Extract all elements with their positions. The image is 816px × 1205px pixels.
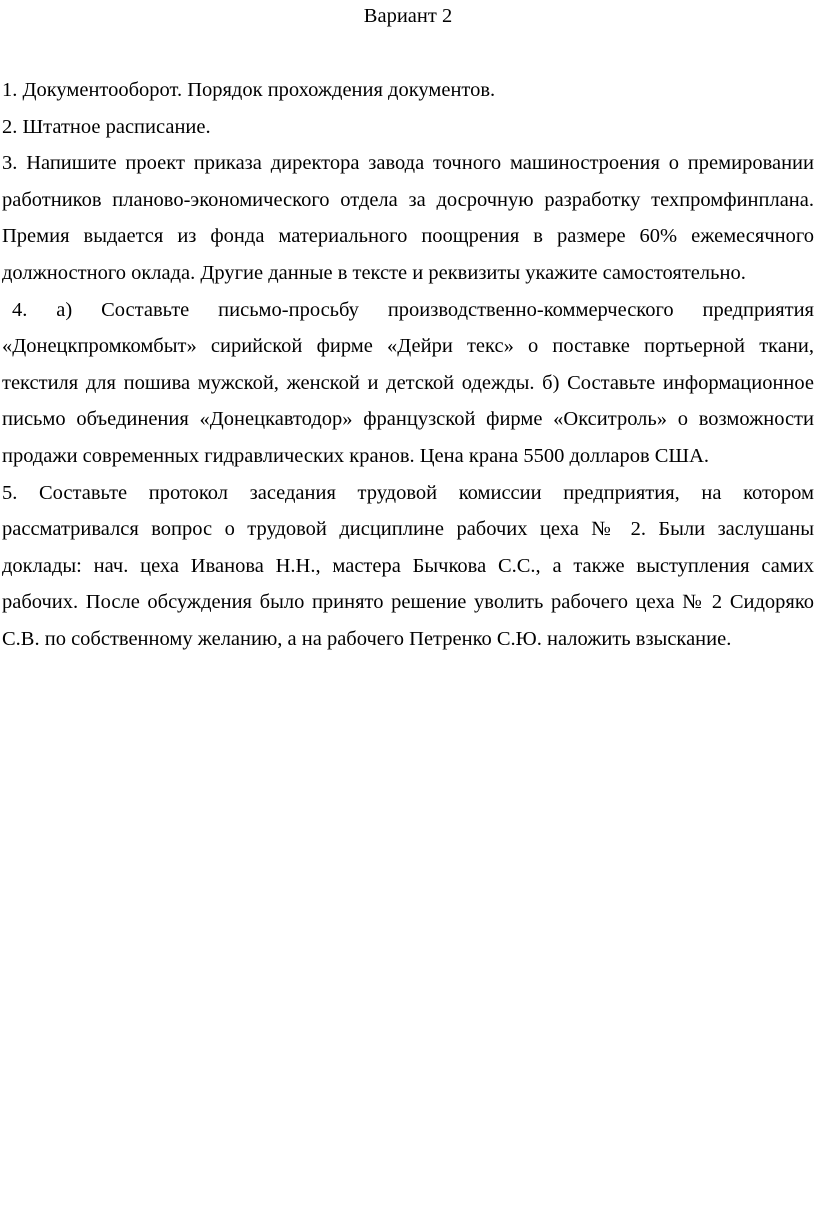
task-item-1: 1. Документооборот. Порядок прохождения документов. xyxy=(2,79,496,101)
document-title: Вариант 2 xyxy=(363,5,453,27)
task-item-4: 4. а) Составьте письмо-просьбу производственно-коммерческого предприятия «Донецкпромкомбыт» сирийской фирме «Дейри текс» о поставке портьерной ткани, текстиля для пошива мужской, женской и детской одежды. б) Составьте информационное письмо объединения «Донецкавтодор» французской фирме «Окситроль» о возможности продажи современных гидравлических кранов. Цена крана 5500 долларов США. xyxy=(2,298,814,467)
task-item-2: 2. Штатное расписание. xyxy=(2,115,211,138)
document-body xyxy=(2,72,814,658)
task-item-3: 3. Напишите проект приказа директора завода точного машиностроения о премировании работников планово-экономического отдела за досрочную разработку техпромфинплана. Премия выдается из фонда материального поощрения в размере 60% ежемесячного должностного оклада. Другие данные в тексте и реквизиты укажите самостоятельно. xyxy=(2,152,814,284)
task-item-5: 5. Составьте протокол заседания трудовой комиссии предприятия, на котором рассматривался вопрос о трудовой дисциплине рабочих цеха № 2. Были заслушаны доклады: нач. цеха Иванова Н.Н., мастера Бычкова С.С., а также выступления самих рабочих. После обсуждения было принято решение уволить рабочего цеха № 2 Сидоряко С.В. по собственному желанию, а на рабочего Петренко С.Ю. наложить взыскание. xyxy=(2,481,814,650)
